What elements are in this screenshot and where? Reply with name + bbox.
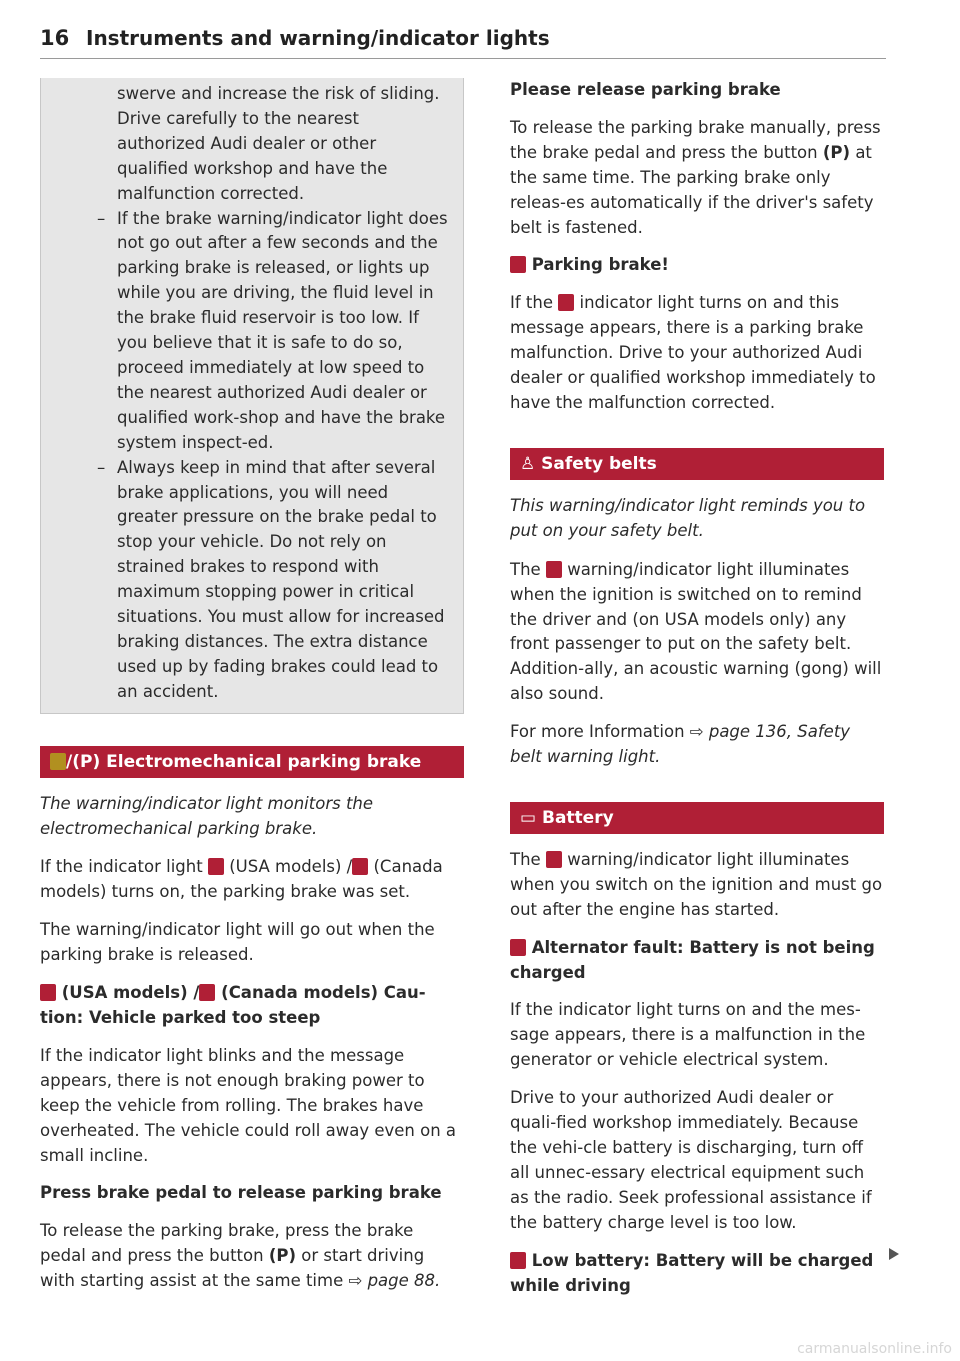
parking-brake-fault-icon <box>558 294 574 311</box>
park-brake-canada-icon <box>199 984 215 1001</box>
page-reference[interactable]: ⇨ page 88. <box>348 1271 441 1291</box>
parking-brake-icon <box>50 753 66 770</box>
running-title: Instruments and warning/indicator lights <box>86 26 550 50</box>
watermark: carmanualsonline.info <box>797 1341 952 1357</box>
left-column <box>40 78 464 1294</box>
subheading: Please release parking brake <box>510 80 781 99</box>
parking-brake-button-icon: (P) <box>268 1246 296 1266</box>
subheading: Low battery: Battery will be charged while driving <box>510 1250 874 1295</box>
parking-brake-button-icon: (P) <box>822 142 851 162</box>
seatbelt-icon <box>546 561 562 578</box>
section-heading-epb <box>40 746 464 778</box>
paragraph: Drive to your authorized Audi dealer or quali-fied workshop immediately. Because the vehi-cle battery is discharging, turn off all unnec-essary electrical equipment such as the radio. Seek professional assistance if the battery charge level is too low. <box>510 1088 872 1232</box>
section-title: Electromechanical parking brake <box>106 751 422 772</box>
paragraph: If the indicator light turns on and this message appears, there is a parking brake malfunction. Drive to your authorized Audi dealer or qualified workshop immediately to have the malfunction corrected. <box>510 293 876 412</box>
section-heading-battery <box>510 802 884 834</box>
park-brake-usa-icon <box>40 984 56 1001</box>
subheading: Alternator fault: Battery is not being charged <box>510 937 875 982</box>
subheading: Parking brake! <box>510 253 884 278</box>
subheading: (USA models) / (Canada models) Cau-tion: Vehicle parked too steep <box>40 983 426 1027</box>
paragraph: To release the parking brake, press the brake pedal and press the button (P) or start driving with starting assist at the same time ⇨ page 88. <box>40 1221 441 1291</box>
warning-bullet: – If the brake warning/indicator light does not go out after a few seconds and the parking brake is released, or lights up while you are driving, the fluid level in the brake fluid reservoir is too low. If you believe that it is safe to do so, proceed immediately at low speed to the nearest authorized Audi dealer or qualified work-shop and have the brake system inspect-ed. <box>95 207 451 456</box>
warning-box <box>40 78 464 714</box>
paragraph: If the indicator light (USA models) / (Canada models) turns on, the parking brake was set. <box>40 857 443 902</box>
parking-brake-fault-icon <box>510 256 526 273</box>
warning-continued-text: swerve and increase the risk of sliding. Drive carefully to the nearest authorized Audi dealer or other qualified workshop and have the malfunction corrected. <box>117 84 440 203</box>
paragraph: The warning/indicator light illuminates when you switch on the ignition and must go out after the engine has started. <box>510 849 883 919</box>
right-column <box>510 78 884 1298</box>
battery-icon: ▭ <box>520 807 537 828</box>
subheading: Press brake pedal to release parking brake <box>40 1183 442 1203</box>
continue-arrow-icon <box>889 1248 899 1260</box>
section-title: Safety belts <box>541 453 657 474</box>
seatbelt-icon: ♙ <box>520 453 536 474</box>
section-heading-safety-belts <box>510 448 884 480</box>
page-header <box>40 22 886 59</box>
paragraph: The warning/indicator light illuminates when the ignition is switched on to remind the driver and (on USA models only) any front passenger to put on the safety belt. Addition-ally, an acoustic warning (gong) will also sound. <box>510 559 882 704</box>
page-reference[interactable]: ⇨ page 136, Safety belt warning light. <box>510 722 851 767</box>
battery-icon <box>510 1252 526 1269</box>
parking-brake-symbol: /(P) <box>66 751 101 772</box>
battery-icon <box>510 939 526 956</box>
park-brake-usa-icon <box>208 858 224 875</box>
section-intro: This warning/indicator light reminds you to put on your safety belt. <box>510 495 866 540</box>
paragraph: To release the parking brake manually, press the brake pedal and press the button (P) at the same time. The parking brake only releas-es automatically if the driver's safety belt is fastened. <box>510 117 881 237</box>
section-intro: The warning/indicator light monitors the electromechanical parking brake. <box>40 793 374 838</box>
battery-icon <box>546 851 562 868</box>
paragraph: If the indicator light blinks and the message appears, there is not enough braking power to keep the vehicle from rolling. The brakes have overheated. The vehicle could roll away even on a small incline. <box>40 1045 457 1165</box>
paragraph: The warning/indicator light will go out when the parking brake is released. <box>40 920 435 965</box>
paragraph: For more Information ⇨ page 136, Safety belt warning light. <box>510 722 851 767</box>
paragraph: If the indicator light turns on and the mes-sage appears, there is a malfunction in the generator or vehicle electrical system. <box>510 1000 866 1070</box>
park-brake-canada-icon <box>352 858 368 875</box>
page-number: 16 <box>40 26 70 50</box>
section-title: Battery <box>541 807 614 828</box>
warning-bullet: – Always keep in mind that after several brake applications, you will need greater pressure on the brake pedal to stop your vehicle. Do not rely on strained brakes to respond with maximum stopping power in critical situations. You must allow for increased braking distances. The extra distance used up by fading brakes could lead to an accident. <box>95 456 451 705</box>
